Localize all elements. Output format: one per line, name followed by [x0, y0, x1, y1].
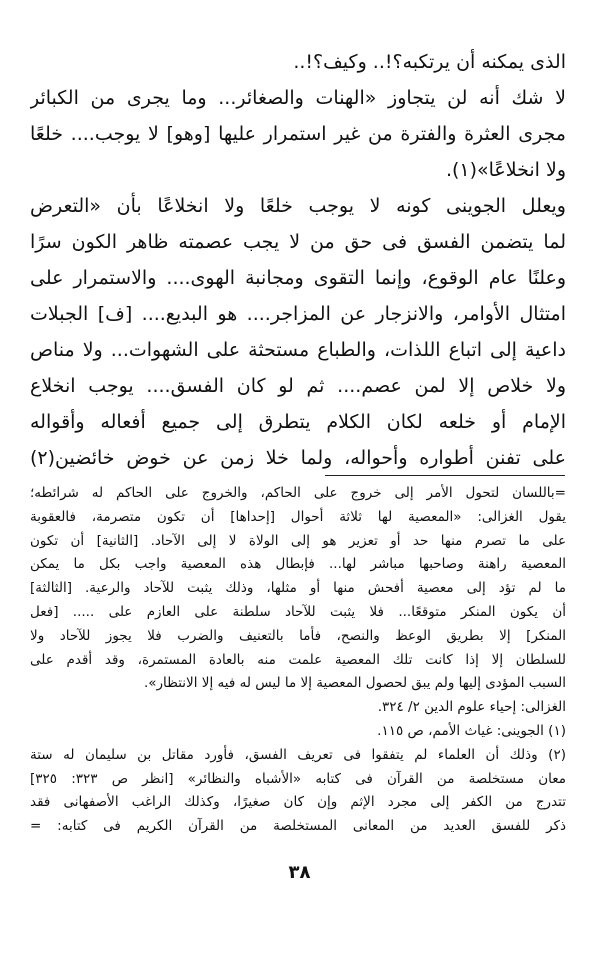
footnote-line: المنكر] إلا بطريق الوعظ والنصح، فأما بالتعنيف والضرب فلا يجوز للآحاد ولا	[30, 627, 566, 644]
footnotes	[30, 482, 566, 839]
body-line: ولا خلاص إلا لمن عصم.... ثم لو كان الفسق.... يوجب انخلاع	[30, 375, 566, 397]
footnote-line: (٢) وذلك أن العلماء لم يتفقوا فى تعريف الفسق، فأورد مقاتل بن سليمان له ستة	[30, 746, 566, 763]
body-line: ولا انخلاعًا»(١).	[445, 159, 566, 181]
body-line: ويعلل الجوينى كونه لا يوجب خلعًا ولا انخلاعًا بأن «التعرض	[30, 195, 566, 217]
body-line: لا شك أنه لن يتجاوز «الهنات والصغائر... وما يجرى من الكبائر	[30, 87, 566, 109]
footnote-line: ذكر للفسق العديد من المعانى المستخلصة من القرآن الكريم فى كتابه: =	[30, 818, 566, 835]
footnote-line: المعصية راهنة وصاحبها مباشر لها... فإبطال هذه المعصية واجب بكل ما يمكن	[30, 556, 566, 573]
footnote-line: الغزالى: إحياء علوم الدين ٢/ ٣٢٤.	[377, 699, 566, 716]
main-body-text	[30, 44, 566, 476]
footnote-line: للسلطان إلا إذا كانت تلك المعصية علمت منه بالعادة المستمرة، وقد أقدم على	[30, 651, 566, 668]
body-line: وعلنًا عام الوقوع، وإنما التقوى ومجانبة الهوى.... والاستمرار على	[30, 267, 566, 289]
body-line: امتثال الأوامر، والانزجار عن المزاجر.... هو البديع.... [ف] الجبلات	[30, 303, 566, 325]
body-line: على تفنن أطواره وأحواله، ولما خلا زمن عن خوض خائضين(٢)	[30, 447, 566, 469]
footnote-line: ما لم تؤد إلى معصية أفحش منها أو مثلها، وذلك يثبت للآحاد والرعية. [الثالثة]	[30, 580, 566, 597]
body-line: داعية إلى اتباع اللذات، والطباع مستحثة على الشهوات... ولا مناص	[30, 339, 566, 361]
footnote-line: يقول الغزالى: «المعصية لها ثلاثة أحوال [إحداها] أن تكون متصرمة، فالعقوبة	[30, 508, 566, 525]
footnote-line: تتدرج من الكفر إلى مجرد الإثم وإن كان صغيرًا، وكذلك الراغب الأصفهانى فقد	[30, 794, 566, 811]
body-line: الذى يمكنه أن يرتكبه؟!.. وكيف؟!..	[293, 51, 566, 73]
page-number: ٣٨	[288, 862, 311, 883]
body-line: مجرى العثرة والفترة من غير استمرار عليها [وهو] لا يوجب.... خلعًا	[30, 123, 566, 145]
footnote-line: السبب المؤدى إليها ولم يبق لحصول المعصية إلا ما ليس له فيه إلا الانتظار».	[143, 675, 566, 692]
body-line: لما يتضمن الفسق فى حق من لا يجب عصمته ظاهر الكون سرًا	[30, 231, 566, 253]
footnote-line: =باللسان لتحول الأمر إلى خروج على الحاكم، والخروج على الحاكم له شرائطه؛	[30, 485, 566, 501]
body-line: الإمام أو خلعه لكان الكلام يتطرق إلى جميع أفعاله وأقواله	[30, 411, 566, 433]
footnote-line: على ما تصرم منها حد أو تعزير هو إلى الولاة لا إلى الآحاد. [الثانية] أن تكون	[30, 532, 566, 549]
footnote-line: (١) الجوينى: غياث الأمم، ص ١١٥.	[377, 722, 566, 739]
footnote-line: أن يكون المنكر متوقعًا... فلا يثبت للآحاد سلطنة على العازم على ..... [فعل	[30, 603, 566, 620]
footnote-separator	[325, 475, 565, 476]
footnote-line: معان مستخلصة من القرآن فى كتابه «الأشباه والنظائر» [انظر ص ٣٢٣: ٣٢٥]	[30, 770, 566, 787]
